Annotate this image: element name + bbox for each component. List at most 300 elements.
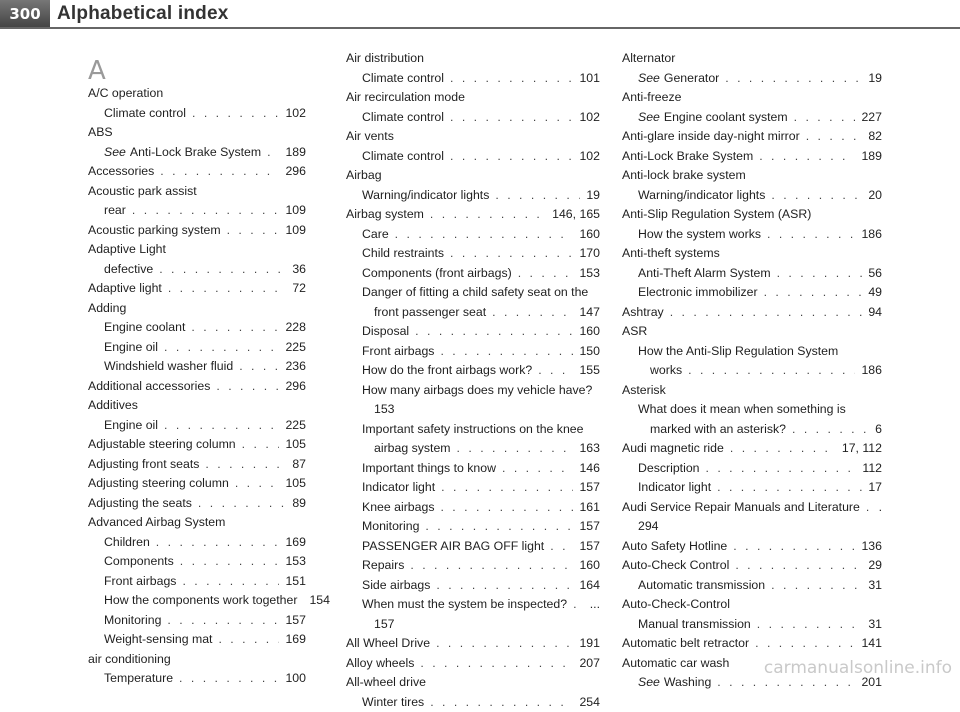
index-entry	[622, 400, 882, 439]
page-reference: 163	[579, 439, 600, 459]
leader-dots	[440, 342, 573, 362]
index-entry	[622, 88, 882, 108]
index-entry	[88, 377, 306, 397]
index-subterm: Repairs	[362, 556, 404, 576]
leader-dots	[182, 572, 279, 592]
index-entry	[346, 654, 600, 674]
page-reference: 189	[861, 147, 882, 167]
leader-dots	[550, 537, 573, 557]
index-entry	[346, 322, 600, 342]
index-entry	[88, 338, 306, 358]
index-term: Anti-Lock Brake System	[622, 147, 753, 167]
leader-dots	[755, 634, 855, 654]
index-term: ABS	[88, 123, 306, 143]
leader-dots	[771, 186, 862, 206]
page-reference: 160	[579, 225, 600, 245]
index-subterm: Engine coolant	[104, 318, 185, 338]
index-entry	[622, 342, 882, 381]
index-entry	[346, 108, 600, 128]
page-reference: 31	[868, 615, 882, 635]
index-entry	[622, 69, 882, 89]
see-reference-label: See	[638, 69, 660, 89]
leader-dots	[538, 361, 573, 381]
page-reference: 157	[579, 537, 600, 557]
leader-dots	[415, 322, 573, 342]
leader-dots	[502, 459, 573, 479]
index-term: Alternator	[622, 49, 882, 69]
page-reference: 191	[579, 634, 600, 654]
index-subterm: rear	[104, 201, 126, 221]
index-subterm: Warning/indicator lights	[638, 186, 765, 206]
page-reference: 227	[861, 108, 882, 128]
page-title: Alphabetical index	[57, 3, 228, 25]
index-subterm: Weight-sensing mat	[104, 630, 212, 650]
index-entry	[346, 244, 600, 264]
index-entry	[346, 264, 600, 284]
page-reference: 100	[285, 669, 306, 689]
index-subterm: What does it mean when something is	[622, 400, 882, 420]
index-entry	[88, 143, 306, 163]
leader-dots	[205, 455, 286, 475]
index-entry	[88, 318, 306, 338]
index-subterm: Disposal	[362, 322, 409, 342]
index-term: Anti-glare inside day-night mirror	[622, 127, 800, 147]
index-subterm: Danger of fitting a child safety seat on the	[346, 283, 600, 303]
index-entry	[346, 88, 600, 108]
index-entry	[88, 221, 306, 241]
index-entry	[622, 147, 882, 167]
index-entry	[622, 322, 882, 342]
index-entry	[346, 127, 600, 147]
index-entry	[346, 205, 600, 225]
index-entry	[88, 416, 306, 436]
page-reference: 19	[868, 69, 882, 89]
index-entry	[88, 533, 306, 553]
index-subterm: How the system works	[638, 225, 761, 245]
index-term: Air distribution	[346, 49, 600, 69]
page-reference: 29	[868, 556, 882, 576]
index-subterm: Indicator light	[362, 478, 435, 498]
index-column-1	[88, 84, 306, 689]
index-entry	[88, 396, 306, 416]
page-reference: 153	[285, 552, 306, 572]
leader-dots	[179, 669, 279, 689]
index-subterm: Automatic transmission	[638, 576, 765, 596]
index-entry	[88, 123, 306, 143]
page-reference: 105	[285, 474, 306, 494]
index-subterm: Description	[638, 459, 700, 479]
index-subterm: PASSENGER AIR BAG OFF light	[362, 537, 544, 557]
page-reference: 136	[861, 537, 882, 557]
leader-dots	[792, 420, 869, 440]
leader-dots	[450, 108, 573, 128]
index-term: Anti-freeze	[622, 88, 882, 108]
index-subterm: How do the front airbags work?	[362, 361, 532, 381]
index-entry	[346, 381, 600, 420]
page-reference: 169	[285, 533, 306, 553]
page-reference: 17, 112	[842, 439, 882, 459]
index-subterm: Engine coolant system	[664, 108, 788, 128]
index-entry	[622, 49, 882, 69]
page-reference: 31	[868, 576, 882, 596]
page-reference: 109	[285, 201, 306, 221]
leader-dots	[156, 533, 280, 553]
index-subterm: Monitoring	[104, 611, 161, 631]
page-reference: 186	[861, 361, 882, 381]
index-entry	[346, 537, 600, 557]
index-entry	[88, 240, 306, 260]
index-entry	[88, 474, 306, 494]
index-entry	[346, 576, 600, 596]
index-term: Air recirculation mode	[346, 88, 600, 108]
index-subterm-continued: front passenger seat	[374, 303, 486, 323]
index-subterm: Children	[104, 533, 150, 553]
leader-dots	[132, 201, 280, 221]
index-subterm: Components	[104, 552, 174, 572]
leader-dots	[717, 478, 862, 498]
page-reference: 201	[861, 673, 882, 693]
index-term: Auto-Check-Control	[622, 595, 882, 615]
index-term: Automatic car wash	[622, 654, 882, 674]
index-subterm: When must the system be inspected?	[362, 595, 567, 615]
leader-dots	[440, 498, 573, 518]
leader-dots	[759, 147, 855, 167]
index-entry	[346, 166, 600, 186]
leader-dots	[706, 459, 857, 479]
index-term: Adaptive Light	[88, 240, 306, 260]
index-entry	[88, 630, 306, 650]
leader-dots	[218, 630, 279, 650]
leader-dots	[733, 537, 855, 557]
index-entry	[622, 556, 882, 576]
index-entry	[88, 299, 306, 319]
index-subterm: Climate control	[362, 108, 444, 128]
leader-dots	[436, 634, 573, 654]
index-entry	[88, 260, 306, 280]
page-reference: 207	[579, 654, 600, 674]
index-entry	[622, 108, 882, 128]
page-reference: 254	[579, 693, 600, 712]
index-entry	[622, 634, 882, 654]
page-reference: 296	[285, 377, 306, 397]
index-entry	[88, 201, 306, 221]
index-subterm: Anti-Lock Brake System	[130, 143, 261, 163]
page-reference: 189	[285, 143, 306, 163]
page-reference: 153	[346, 400, 600, 420]
index-entry	[622, 595, 882, 615]
leader-dots	[518, 264, 574, 284]
leader-dots	[436, 576, 573, 596]
page-reference: 225	[285, 416, 306, 436]
index-entry	[622, 498, 882, 537]
page-reference: 19	[586, 186, 600, 206]
index-subterm: defective	[104, 260, 153, 280]
index-term: Additional accessories	[88, 377, 210, 397]
index-subterm: Side airbags	[362, 576, 430, 596]
page-reference: 151	[285, 572, 306, 592]
index-entry	[346, 634, 600, 654]
index-entry	[88, 494, 306, 514]
index-term: Adaptive light	[88, 279, 162, 299]
leader-dots	[235, 474, 280, 494]
index-term: Adjusting front seats	[88, 455, 199, 475]
leader-dots	[167, 611, 279, 631]
index-term: Anti-Slip Regulation System (ASR)	[622, 205, 882, 225]
page-reference: 160	[579, 322, 600, 342]
page-reference: 170	[579, 244, 600, 264]
index-subterm: Warning/indicator lights	[362, 186, 489, 206]
page-reference: 236	[285, 357, 306, 377]
page-reference: 87	[292, 455, 306, 475]
leader-dots	[764, 283, 863, 303]
leader-dots	[395, 225, 574, 245]
leader-dots	[573, 595, 584, 615]
page-reference: 155	[579, 361, 600, 381]
page-reference: 228	[285, 318, 306, 338]
leader-dots	[425, 517, 573, 537]
index-subterm: Anti-Theft Alarm System	[638, 264, 771, 284]
index-column-2	[346, 49, 600, 712]
index-entry	[622, 127, 882, 147]
index-entry	[88, 84, 306, 104]
page-reference: .	[879, 498, 882, 518]
leader-dots	[688, 361, 855, 381]
index-entry	[88, 552, 306, 572]
page-reference: 169	[285, 630, 306, 650]
page-reference: 36	[292, 260, 306, 280]
index-entry	[346, 517, 600, 537]
index-term: A/C operation	[88, 84, 306, 104]
index-entry	[88, 182, 306, 202]
page-reference: 17	[868, 478, 882, 498]
index-term: Auto Safety Hotline	[622, 537, 727, 557]
leader-dots	[242, 435, 280, 455]
index-term: Advanced Airbag System	[88, 513, 306, 533]
page-reference: 141	[861, 634, 882, 654]
page-reference: 146, 165	[552, 205, 600, 225]
index-subterm: Care	[362, 225, 389, 245]
index-entry	[88, 104, 306, 124]
index-entry	[622, 615, 882, 635]
index-entry	[622, 186, 882, 206]
index-entry	[346, 556, 600, 576]
page-reference: 164	[579, 576, 600, 596]
index-subterm-continued: works	[650, 361, 682, 381]
leader-dots	[420, 654, 573, 674]
index-entry	[346, 147, 600, 167]
index-entry	[88, 279, 306, 299]
leader-dots	[725, 69, 862, 89]
index-term: Ashtray	[622, 303, 664, 323]
page-number-badge: 300	[0, 0, 50, 27]
page-reference: 160	[579, 556, 600, 576]
index-entry	[346, 673, 600, 693]
index-term: Acoustic parking system	[88, 221, 221, 241]
page-reference: 157	[579, 478, 600, 498]
index-entry	[622, 244, 882, 264]
page-reference: 101	[579, 69, 600, 89]
page-reference: 94	[868, 303, 882, 323]
index-entry	[622, 205, 882, 225]
index-entry	[622, 537, 882, 557]
page-reference: 146	[579, 459, 600, 479]
index-entry	[346, 420, 600, 459]
index-entry	[88, 455, 306, 475]
leader-dots	[794, 108, 856, 128]
page-reference: 153	[579, 264, 600, 284]
index-subterm-continued: marked with an asterisk?	[650, 420, 786, 440]
index-term: Adjusting steering column	[88, 474, 229, 494]
index-entry	[622, 439, 882, 459]
index-term: ASR	[622, 322, 882, 342]
index-term: Adjusting the seats	[88, 494, 192, 514]
page-reference: 296	[285, 162, 306, 182]
index-entry	[346, 595, 600, 634]
index-subterm: How the Anti-Slip Regulation System	[622, 342, 882, 362]
see-reference-label: See	[638, 108, 660, 128]
index-term: Adjustable steering column	[88, 435, 236, 455]
page-reference: 72	[292, 279, 306, 299]
index-term: Acoustic park assist	[88, 182, 306, 202]
leader-dots	[866, 498, 873, 518]
header-divider	[0, 27, 960, 29]
index-subterm: Components (front airbags)	[362, 264, 512, 284]
page-reference: 49	[868, 283, 882, 303]
leader-dots	[227, 221, 280, 241]
index-entry	[346, 498, 600, 518]
page-reference: 89	[292, 494, 306, 514]
page-reference: 294	[622, 517, 882, 537]
page-reference: 102	[579, 108, 600, 128]
page-reference: 102	[285, 104, 306, 124]
index-entry	[622, 264, 882, 284]
index-entry	[88, 162, 306, 182]
index-subterm-continued: airbag system	[374, 439, 451, 459]
index-subterm: How the components work together	[104, 591, 297, 611]
index-entry	[622, 225, 882, 245]
index-entry	[88, 611, 306, 631]
leader-dots	[450, 244, 573, 264]
page-reference: 157	[285, 611, 306, 631]
index-subterm: Washing	[664, 673, 711, 693]
index-entry	[88, 435, 306, 455]
leader-dots	[430, 693, 573, 712]
index-subterm: Climate control	[104, 104, 186, 124]
page-reference: 112	[862, 459, 882, 479]
leader-dots	[160, 162, 279, 182]
index-term: Air vents	[346, 127, 600, 147]
index-entry	[346, 49, 600, 69]
index-entry	[622, 576, 882, 596]
index-subterm: How many airbags does my vehicle have?	[346, 381, 600, 401]
index-subterm: Electronic immobilizer	[638, 283, 758, 303]
page-reference: 161	[579, 498, 600, 518]
leader-dots	[430, 205, 546, 225]
index-term: All Wheel Drive	[346, 634, 430, 654]
index-term: Accessories	[88, 162, 154, 182]
index-subterm: Temperature	[104, 669, 173, 689]
page-reference: 82	[868, 127, 882, 147]
leader-dots	[777, 264, 863, 284]
index-subterm: Important safety instructions on the knee	[346, 420, 600, 440]
page-reference: 186	[861, 225, 882, 245]
leader-dots	[670, 303, 863, 323]
index-entry	[622, 283, 882, 303]
index-subterm: Manual transmission	[638, 615, 751, 635]
leader-dots	[180, 552, 280, 572]
index-entry	[88, 572, 306, 592]
leader-dots	[410, 556, 573, 576]
index-term: Automatic belt retractor	[622, 634, 749, 654]
index-entry	[346, 186, 600, 206]
index-column-3	[622, 49, 882, 693]
leader-dots	[730, 439, 836, 459]
index-term: Airbag system	[346, 205, 424, 225]
index-term: Airbag	[346, 166, 600, 186]
index-subterm: Winter tires	[362, 693, 424, 712]
index-entry	[346, 225, 600, 245]
leader-dots	[168, 279, 286, 299]
page-reference: 6	[875, 420, 882, 440]
leader-dots	[164, 416, 279, 436]
index-entry	[346, 459, 600, 479]
index-term: All-wheel drive	[346, 673, 600, 693]
leader-dots	[164, 338, 279, 358]
leader-dots	[757, 615, 863, 635]
index-term: air conditioning	[88, 650, 306, 670]
index-entry	[88, 591, 306, 611]
leader-dots	[492, 303, 573, 323]
leader-dots	[450, 69, 573, 89]
index-entry	[622, 303, 882, 323]
leader-dots	[441, 478, 573, 498]
page-reference: 105	[285, 435, 306, 455]
index-entry	[88, 669, 306, 689]
index-subterm: Windshield washer fluid	[104, 357, 233, 377]
index-term: Audi magnetic ride	[622, 439, 724, 459]
index-term: Audi Service Repair Manuals and Literature	[622, 498, 860, 518]
index-entry	[346, 283, 600, 322]
index-subterm: Child restraints	[362, 244, 444, 264]
leader-dots	[457, 439, 574, 459]
page-reference: 154	[309, 591, 330, 611]
index-term: Asterisk	[622, 381, 882, 401]
leader-dots	[159, 260, 286, 280]
index-subterm: Engine oil	[104, 416, 158, 436]
leader-dots	[239, 357, 279, 377]
see-reference-label: See	[638, 673, 660, 693]
leader-dots	[198, 494, 286, 514]
page-reference: 109	[285, 221, 306, 241]
page-reference: ...	[590, 595, 600, 615]
watermark-text: carmanualsonline.info	[764, 658, 952, 678]
index-entry	[346, 361, 600, 381]
leader-dots	[267, 143, 279, 163]
index-subterm: Knee airbags	[362, 498, 434, 518]
index-term: Alloy wheels	[346, 654, 414, 674]
index-subterm: Generator	[664, 69, 719, 89]
index-entry	[88, 650, 306, 670]
index-subterm: Engine oil	[104, 338, 158, 358]
index-entry	[622, 459, 882, 479]
index-subterm: Front airbags	[362, 342, 434, 362]
index-subterm: Front airbags	[104, 572, 176, 592]
index-subterm: Indicator light	[638, 478, 711, 498]
index-subterm: Climate control	[362, 147, 444, 167]
index-entry	[88, 513, 306, 533]
leader-dots	[216, 377, 279, 397]
index-term: Additives	[88, 396, 306, 416]
